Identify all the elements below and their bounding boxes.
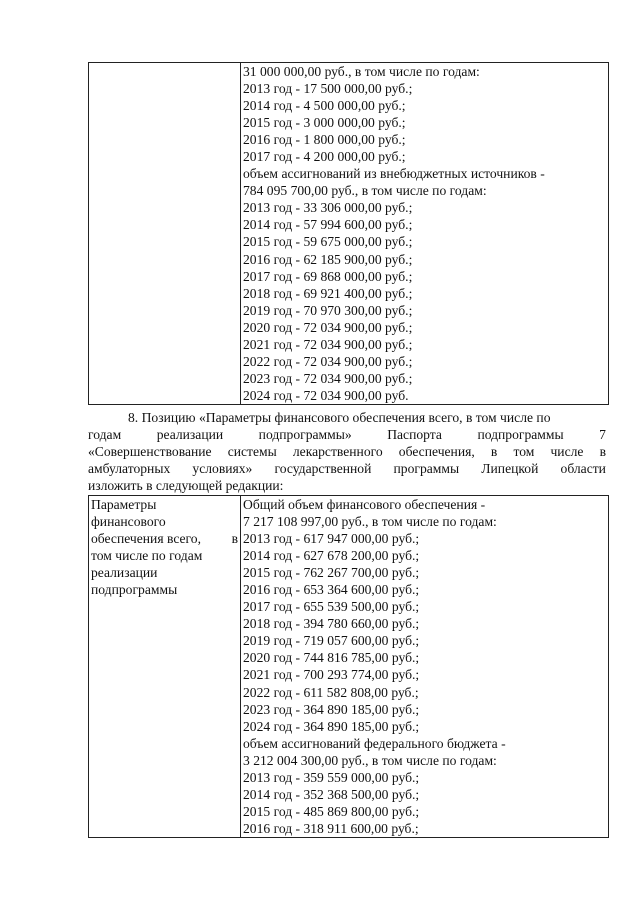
table2-line: 7 217 108 997,00 руб., в том числе по годам: <box>243 514 497 530</box>
paragraph-word: «Совершенствование <box>88 444 212 459</box>
table2-line: 2018 год - 394 780 660,00 руб.; <box>243 616 420 632</box>
paragraph-word: лекарственного <box>292 444 383 459</box>
paragraph-word: том <box>513 444 535 459</box>
table1-value-cell <box>241 63 609 405</box>
table1-line: 2020 год - 72 034 900,00 руб.; <box>243 319 413 335</box>
table2-line: 2014 год - 352 368 500,00 руб.; <box>243 786 420 802</box>
paragraph-line <box>88 443 606 460</box>
paragraph-word: условиях» <box>192 461 253 476</box>
table2-line: 2024 год - 364 890 185,00 руб.; <box>243 718 420 734</box>
table2-line: 2016 год - 318 911 600,00 руб.; <box>243 820 419 836</box>
table1-line: 2017 год - 69 868 000,00 руб.; <box>243 268 413 284</box>
table1-line: 2016 год - 1 800 000,00 руб.; <box>243 132 406 148</box>
table2-line: 3 212 004 300,00 руб., в том числе по годам: <box>243 752 497 768</box>
table1-line: 2019 год - 70 970 300,00 руб.; <box>243 302 413 318</box>
label-word: в <box>231 531 238 547</box>
table2-line: 2014 год - 627 678 200,00 руб.; <box>243 548 420 564</box>
paragraph-word: реализации <box>156 427 224 442</box>
table1-line: 2023 год - 72 034 900,00 руб.; <box>243 370 413 386</box>
table2-line: 2013 год - 617 947 000,00 руб.; <box>243 531 420 547</box>
table2-line: 2015 год - 762 267 700,00 руб.; <box>243 565 420 581</box>
label-word: обеспечения всего, <box>91 531 201 547</box>
label-line: Параметры <box>91 497 157 512</box>
amendment-paragraph <box>88 409 606 494</box>
table1-line: 2024 год - 72 034 900,00 руб. <box>243 387 409 403</box>
paragraph-word: области <box>560 461 606 476</box>
table2-line: 2019 год - 719 057 600,00 руб.; <box>243 633 420 649</box>
table1-line: 784 095 700,00 руб., в том числе по годам: <box>243 183 487 199</box>
paragraph-word: обеспечения, <box>398 444 475 459</box>
table1-line: 2013 год - 33 306 000,00 руб.; <box>243 200 413 216</box>
paragraph-line: изложить в следующей редакции: <box>88 478 284 493</box>
paragraph-word: подпрограммы» <box>258 427 352 442</box>
table2-line: Общий объем финансового обеспечения - <box>243 497 486 512</box>
paragraph-line <box>88 426 606 443</box>
table2-line: 2013 год - 359 559 000,00 руб.; <box>243 769 420 785</box>
table2-line: объем ассигнований федерального бюджета - <box>243 735 506 751</box>
table1-line: 2015 год - 59 675 000,00 руб.; <box>243 234 413 250</box>
table1-label-cell <box>89 63 241 405</box>
financing-table <box>88 495 609 838</box>
paragraph-line <box>88 460 606 477</box>
paragraph-word: в <box>599 444 606 459</box>
paragraph-word: числе <box>550 444 584 459</box>
paragraph-word: Липецкой <box>481 461 539 476</box>
paragraph-word: программы <box>393 461 460 476</box>
table2-line: 2015 год - 485 869 800,00 руб.; <box>243 803 420 819</box>
paragraph-word: 7 <box>599 427 606 442</box>
table1-line: 2014 год - 4 500 000,00 руб.; <box>243 98 406 114</box>
table1-line: 2017 год - 4 200 000,00 руб.; <box>243 149 406 165</box>
table1-line: 2015 год - 3 000 000,00 руб.; <box>243 115 406 131</box>
table2-line: 2023 год - 364 890 185,00 руб.; <box>243 701 420 717</box>
table1-line: 2016 год - 62 185 900,00 руб.; <box>243 251 413 267</box>
paragraph-word: государственной <box>274 461 372 476</box>
label-line <box>89 530 240 547</box>
table2-line: 2016 год - 653 364 600,00 руб.; <box>243 582 420 598</box>
label-line: реализации <box>91 565 158 581</box>
label-line: финансового <box>91 514 166 530</box>
table2-line: 2021 год - 700 293 774,00 руб.; <box>243 667 420 683</box>
table1-line: 2021 год - 72 034 900,00 руб.; <box>243 336 413 352</box>
table1-line: 31 000 000,00 руб., в том числе по годам: <box>243 64 480 79</box>
table1-line: 2018 год - 69 921 400,00 руб.; <box>243 285 413 301</box>
label-line: подпрограммы <box>91 582 178 598</box>
table2-label-cell <box>89 496 241 838</box>
paragraph-word: системы <box>227 444 277 459</box>
paragraph-word: подпрограммы <box>477 427 564 442</box>
table2-value-cell <box>241 496 609 838</box>
label-line: том числе по годам <box>91 548 203 564</box>
table1-line: 2022 год - 72 034 900,00 руб.; <box>243 353 413 369</box>
table1-line: объем ассигнований из внебюджетных источников - <box>243 166 545 182</box>
table2-line: 2020 год - 744 816 785,00 руб.; <box>243 650 420 666</box>
table1-line: 2014 год - 57 994 600,00 руб.; <box>243 217 413 233</box>
paragraph-line: 8. Позицию «Параметры финансового обеспечения всего, в том числе по <box>128 410 551 425</box>
table1-line: 2013 год - 17 500 000,00 руб.; <box>243 81 413 97</box>
paragraph-word: амбулаторных <box>88 461 171 476</box>
financing-table-continued <box>88 62 609 405</box>
table2-line: 2017 год - 655 539 500,00 руб.; <box>243 599 420 615</box>
paragraph-word: Паспорта <box>387 427 442 442</box>
table2-line: 2022 год - 611 582 808,00 руб.; <box>243 684 419 700</box>
paragraph-word: в <box>490 444 498 459</box>
paragraph-word: годам <box>88 427 122 442</box>
